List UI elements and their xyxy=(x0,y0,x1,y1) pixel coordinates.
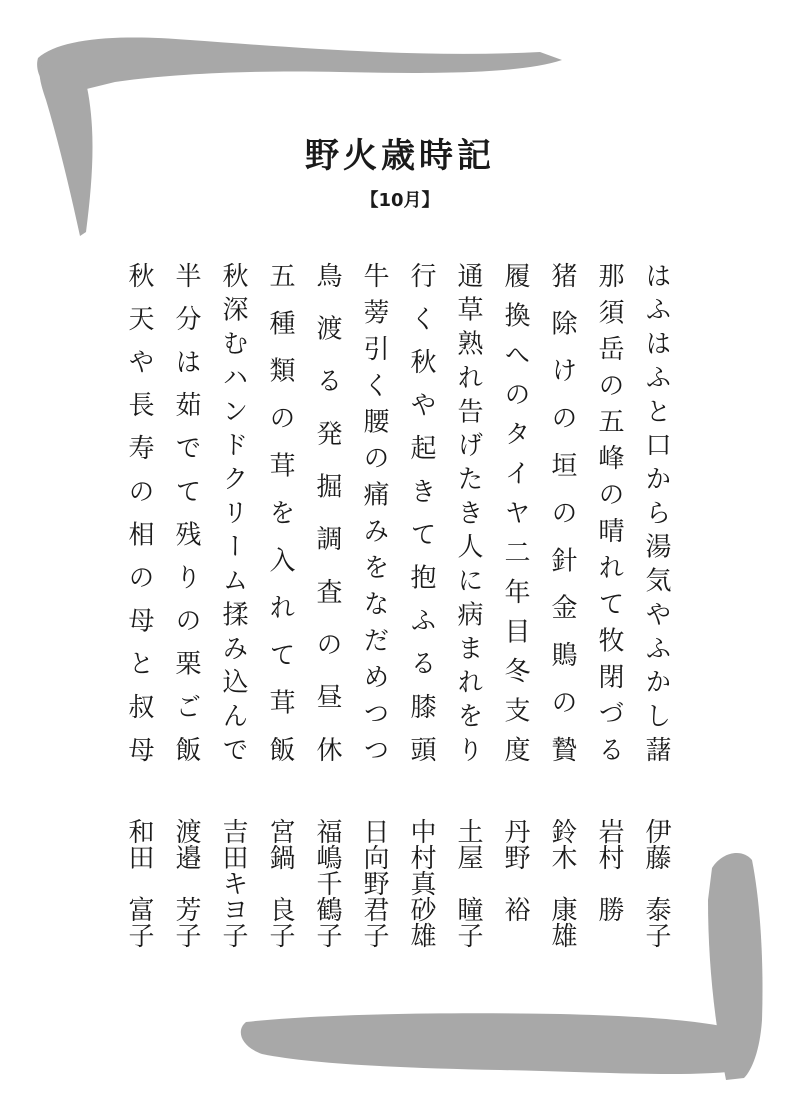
author-name: 福嶋千鶴子 xyxy=(312,818,342,948)
haiku-text: 通草熟れ告げたき人に病まれをり xyxy=(453,262,483,762)
author-name: 吉田キヨ子 xyxy=(218,818,248,948)
haiku-text: 那須岳の五峰の晴れて牧閉づる xyxy=(594,262,624,762)
haiku-text: はふはふと口から湯気やふかし藷 xyxy=(641,262,671,762)
haiku-text: 行く秋や起きて抱ふる膝頭 xyxy=(406,262,436,762)
haiku-text: 半分は茹でて残りの栗ご飯 xyxy=(171,262,201,763)
haiku-text: 牛蒡引く腰の痛みをなだめつつ xyxy=(359,262,389,762)
author-name: 土屋 瞳子 xyxy=(453,818,483,948)
author-name: 鈴木 康雄 xyxy=(547,818,577,948)
author-name: 中村真砂雄 xyxy=(406,818,436,948)
haiku-text: 五種類の茸を入れて茸飯 xyxy=(265,262,295,762)
haiku-text: 秋深むハンドクリーム揉み込んで xyxy=(218,262,248,762)
author-name: 宮鍋 良子 xyxy=(265,818,295,948)
brush-stroke-top xyxy=(37,37,562,96)
author-name: 和田 富子 xyxy=(124,818,154,948)
author-name: 丹野 裕 xyxy=(500,818,530,922)
haiku-text: 猪除けの垣の針金鵙の贄 xyxy=(547,262,577,762)
haiku-text: 秋天や長寿の相の母と叔母 xyxy=(124,262,154,762)
page-title: 野火歳時記 xyxy=(305,136,495,176)
author-name: 日向野君子 xyxy=(359,818,389,948)
author-name: 伊藤 泰子 xyxy=(641,818,671,948)
month-subtitle: 【10月】 xyxy=(360,190,440,211)
haiku-text: 履換へのタイヤ二年目冬支度 xyxy=(500,262,530,762)
haiku-text: 鳥渡る発掘調査の昼休 xyxy=(312,262,342,762)
brush-stroke-bottom xyxy=(241,1013,746,1074)
author-name: 岩村 勝 xyxy=(594,818,624,922)
author-name: 渡邉 芳子 xyxy=(171,818,201,948)
